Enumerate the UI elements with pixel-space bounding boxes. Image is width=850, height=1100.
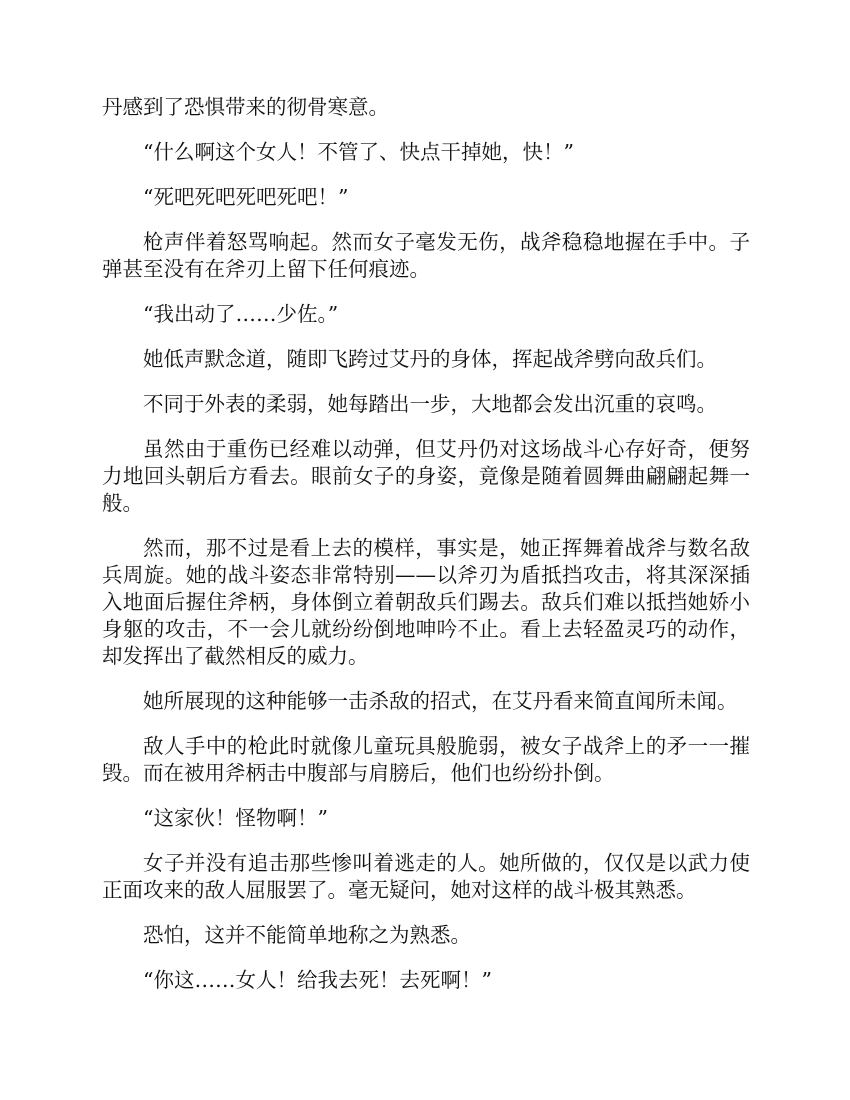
paragraph: 她所展现的这种能够一击杀敌的招式，在艾丹看来简直闻所未闻。 xyxy=(143,689,738,713)
paragraph: 虽然由于重伤已经难以动弹，但艾丹仍对这场战斗心存好奇，便努力地回头朝后方看去。眼前女子的身姿，竟像是随着圆舞曲翩翩起舞一般。 xyxy=(102,437,750,515)
paragraph: “我出动了……少佐。” xyxy=(143,302,339,326)
paragraph: “死吧死吧死吧死吧！” xyxy=(143,185,349,209)
paragraph: 敌人手中的枪此时就像儿童玩具般脆弱，被女子战斧上的矛一一摧毁。而在被用斧柄击中腹部与肩膀后，他们也纷纷扑倒。 xyxy=(102,734,750,785)
paragraph: “你这……女人！给我去死！去死啊！” xyxy=(143,968,492,992)
paragraph: 女子并没有追击那些惨叫着逃走的人。她所做的，仅仅是以武力使正面攻来的敌人屈服罢了。毫无疑问，她对这样的战斗极其熟悉。 xyxy=(102,851,750,902)
paragraph: “这家伙！怪物啊！” xyxy=(143,806,328,830)
paragraph: 丹感到了恐惧带来的彻骨寒意。 xyxy=(102,95,389,119)
paragraph: 恐怕，这并不能简单地称之为熟悉。 xyxy=(143,923,471,947)
paragraph: 枪声伴着怒骂响起。然而女子毫发无伤，战斧稳稳地握在手中。子弹甚至没有在斧刃上留下任何痕迹。 xyxy=(102,230,750,281)
paragraph: “什么啊这个女人！不管了、快点干掉她，快！” xyxy=(143,140,574,164)
paragraph: 不同于外表的柔弱，她每踏出一步，大地都会发出沉重的哀鸣。 xyxy=(143,392,717,416)
paragraph: 然而，那不过是看上去的模样，事实是，她正挥舞着战斧与数名敌兵周旋。她的战斗姿态非常特别——以斧刃为盾抵挡攻击，将其深深插入地面后握住斧柄，身体倒立着朝敌兵们踢去。敌兵们难以抵挡她娇小身躯的攻击，不一会儿就纷纷倒地呻吟不止。看上去轻盈灵巧的动作，却发挥出了截然相反的威力。 xyxy=(102,536,750,668)
document-page xyxy=(102,94,750,1012)
paragraph: 她低声默念道，随即飞跨过艾丹的身体，挥起战斧劈向敌兵们。 xyxy=(143,347,717,371)
